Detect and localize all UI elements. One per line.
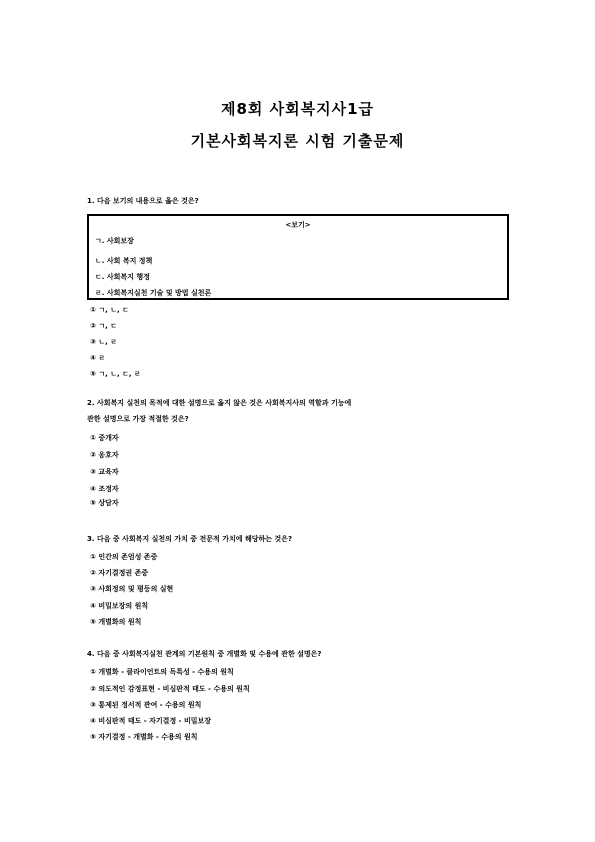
option[interactable]: ② 옹호자 (90, 451, 119, 459)
option[interactable]: ② 의도적인 감정표현 - 비심판적 태도 - 수용의 원칙 (90, 685, 250, 693)
example-item: ㄹ. 사회복지실천 기술 및 방법 실천론 (95, 289, 212, 297)
page-title: 제8회 사회복지사1급 (220, 100, 375, 118)
option[interactable]: ① 인간의 존엄성 존중 (90, 553, 158, 561)
example-item: ㄴ. 사회 복지 정책 (95, 257, 153, 265)
question-2-cont: 관한 설명으로 가장 적절한 것은? (87, 415, 189, 423)
option[interactable]: ⑤ ㄱ, ㄴ, ㄷ, ㄹ (90, 370, 141, 378)
option[interactable]: ④ 조정자 (90, 485, 119, 493)
question-1: 1. 다음 보기의 내용으로 옳은 것은? (87, 197, 199, 205)
example-item: ㄱ. 사회보장 (95, 237, 134, 245)
option[interactable]: ① 개별화 - 클라이언트의 독특성 - 수용의 원칙 (90, 668, 234, 676)
option[interactable]: ② 자기결정권 존중 (90, 569, 149, 577)
option[interactable]: ⑤ 자기결정 - 개별화 - 수용의 원칙 (90, 733, 198, 741)
question-3: 3. 다음 중 사회복지 실천의 가치 중 전문적 가치에 해당하는 것은? (87, 535, 293, 543)
option[interactable]: ④ 비심판적 태도 - 자기결정 - 비밀보장 (90, 717, 212, 725)
example-item: ㄷ. 사회복지 행정 (95, 273, 150, 281)
option[interactable]: ⑤ 개별화의 원칙 (90, 618, 142, 626)
option[interactable]: ③ ㄴ, ㄹ (90, 338, 117, 346)
option[interactable]: ③ 사회정의 및 평등의 실현 (90, 585, 174, 593)
option[interactable]: ① ㄱ, ㄴ, ㄷ (90, 306, 129, 314)
option[interactable]: ① 중개자 (90, 434, 119, 442)
example-box-title: <보기> (285, 221, 311, 229)
option[interactable]: ② ㄱ, ㄷ (90, 322, 117, 330)
option[interactable]: ③ 통제된 정서적 관여 - 수용의 원칙 (90, 701, 202, 709)
option[interactable]: ④ 비밀보장의 원칙 (90, 602, 149, 610)
page-subtitle: 기본사회복지론 시험 기출문제 (190, 132, 405, 150)
question-2: 2. 사회복지 실천의 목적에 대한 설명으로 옳지 않은 것은 사회복지사의 역할과 기능에 (87, 399, 352, 407)
question-4: 4. 다음 중 사회복지실천 관계의 기본원칙 중 개별화 및 수용에 관한 설명은? (87, 650, 322, 658)
option[interactable]: ⑤ 상담자 (90, 499, 119, 507)
option[interactable]: ③ 교육자 (90, 468, 119, 476)
example-box (87, 214, 509, 300)
option[interactable]: ④ ㄹ (90, 354, 106, 362)
